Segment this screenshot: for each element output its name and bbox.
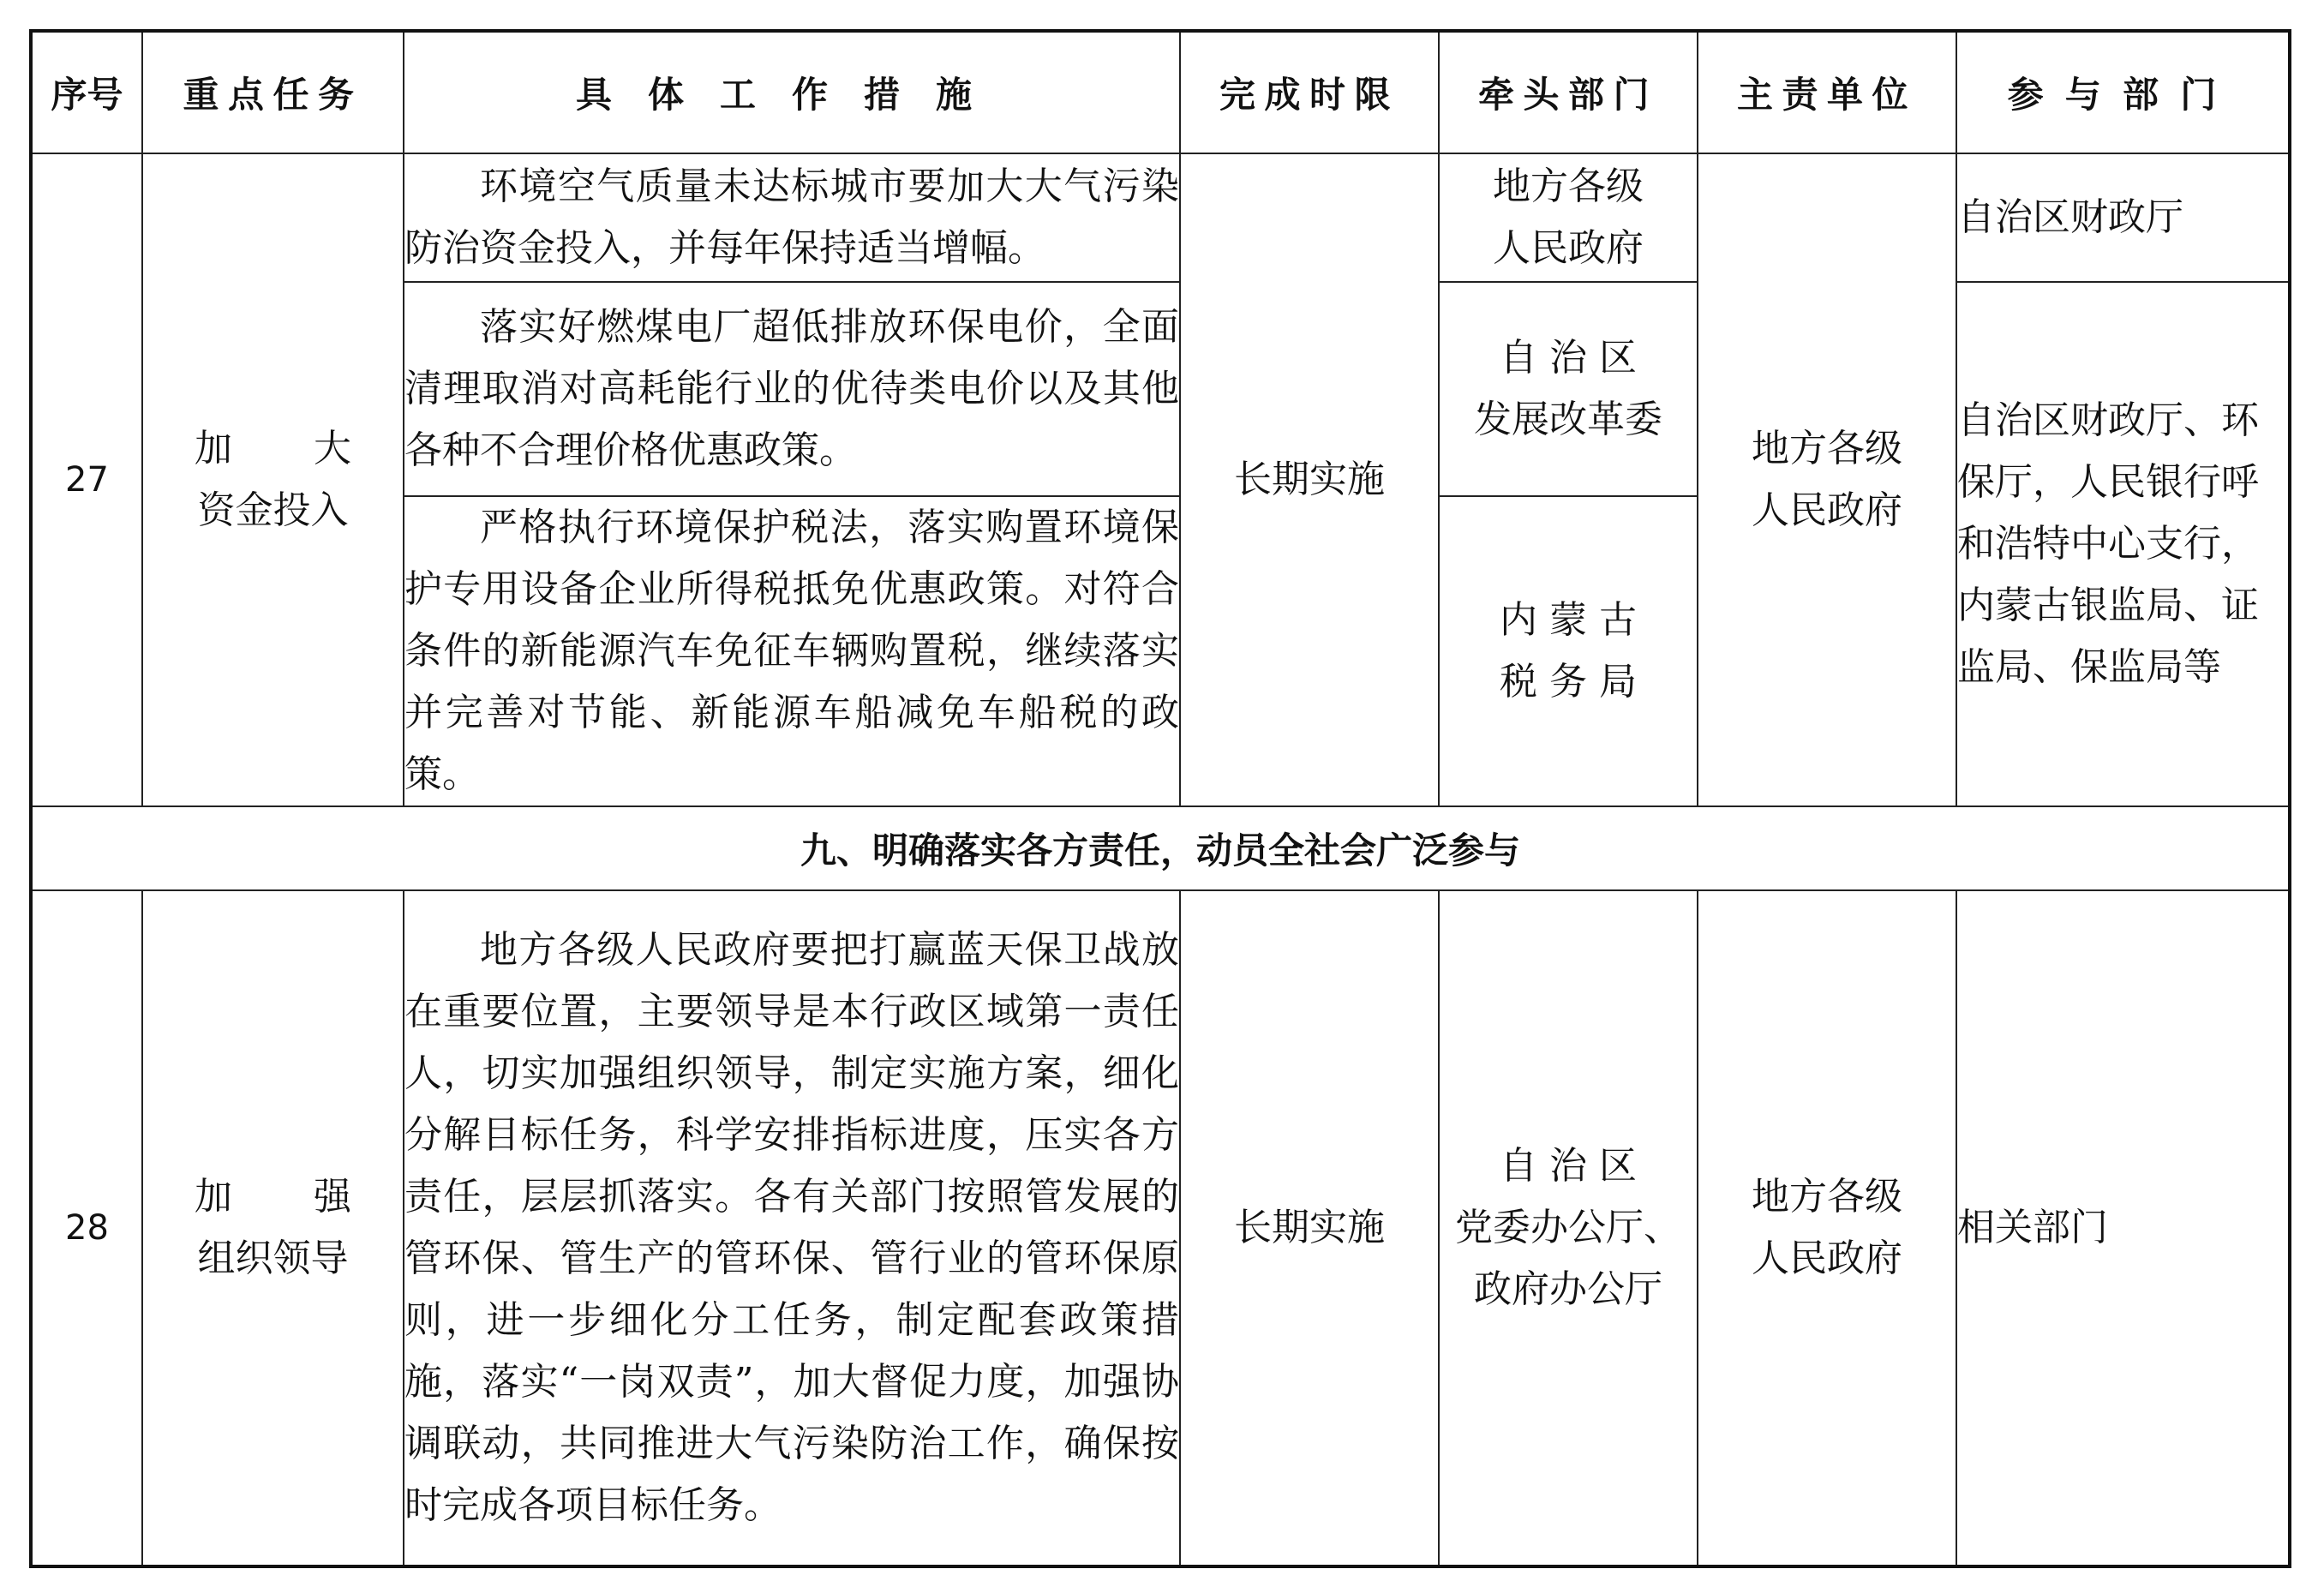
row-28-lead-line2: 党委办公厅、: [1455, 1206, 1681, 1249]
row-27-task: [142, 153, 404, 806]
row-28-lead: [1439, 890, 1698, 1566]
row-28-deadline: 长期实施: [1180, 890, 1439, 1566]
row-28-seq: 28: [31, 890, 142, 1566]
row-27-participants-1: 自治区财政厅: [1956, 153, 2290, 282]
header-row: [31, 31, 2290, 153]
row-27-task-char1: 加: [195, 427, 232, 470]
row-28-participants: 相关部门: [1956, 890, 2290, 1566]
header-deadline: 完成时限: [1180, 31, 1439, 153]
row-27-measure-2: 落实好燃煤电厂超低排放环保电价，全面清理取消对高耗能行业的优待类电价以及其他各种不合理价格优惠政策。: [404, 282, 1180, 496]
row-28-lead-line3: 政府办公厅: [1474, 1267, 1662, 1311]
row-27-lead-3-line1: 内 蒙 古: [1500, 598, 1637, 642]
row-27-lead-1-line1: 地方各级: [1493, 165, 1644, 208]
header-seq: 序号: [31, 31, 142, 153]
row-27-deadline: 长期实施: [1180, 153, 1439, 806]
section-heading: 九、明确落实各方责任，动员全社会广泛参与: [31, 806, 2290, 890]
row-27-a: [31, 153, 2290, 282]
row-27-measure-3: 严格执行环境保护税法，落实购置环境保护专用设备企业所得税抵免优惠政策。对符合条件的新能源汽车免征车辆购置税，继续落实并完善对节能、新能源车船减免车船税的政策。: [404, 496, 1180, 806]
row-27-lead-3: [1439, 496, 1698, 806]
row-28-task: [142, 890, 404, 1566]
row-28-task-line2: 组织领导: [197, 1237, 349, 1280]
header-task: 重点任务: [142, 31, 404, 153]
row-28-lead-line1: 自 治 区: [1500, 1144, 1637, 1188]
row-27-responsible-line2: 人民政府: [1752, 488, 1902, 532]
row-27-participants-2: 自治区财政厅、环保厅，人民银行呼和浩特中心支行，内蒙古银监局、证监局、保监局等: [1956, 282, 2290, 806]
row-27-task-char2: 大: [314, 427, 351, 470]
row-27-lead-2-line1: 自 治 区: [1500, 336, 1637, 380]
row-28-measure: 地方各级人民政府要把打赢蓝天保卫战放在重要位置，主要领导是本行政区域第一责任人，切实加强组织领导，制定实施方案，细化分解目标任务，科学安排指标进度，压实各方责任，层层抓落实。各有关部门按照管发展的管环保、管生产的管环保、管行业的管环保原则，进一步细化分工任务，制定配套政策措施，落实“一岗双责”，加大督促力度，加强协调联动，共同推进大气污染防治工作，确保按时完成各项目标任务。: [404, 890, 1180, 1566]
header-responsible: 主责单位: [1698, 31, 1956, 153]
row-27-lead-2-line2: 发展改革委: [1474, 398, 1662, 441]
row-28-responsible-line2: 人民政府: [1752, 1237, 1902, 1280]
row-27-lead-1-line2: 人民政府: [1493, 226, 1644, 270]
row-28-responsible-line1: 地方各级: [1752, 1175, 1902, 1219]
row-27-responsible-line1: 地方各级: [1752, 427, 1902, 470]
row-28-responsible: [1698, 890, 1956, 1566]
row-27-seq: 27: [31, 153, 142, 806]
row-28: [31, 890, 2290, 1566]
row-27-lead-3-line2: 税 务 局: [1500, 660, 1637, 704]
row-27-lead-1: [1439, 153, 1698, 282]
policy-table: [29, 29, 2291, 1568]
header-participants: 参与部门: [1956, 31, 2290, 153]
row-28-task-char1: 加: [195, 1175, 232, 1219]
row-27-measure-1: 环境空气质量未达标城市要加大大气污染防治资金投入，并每年保持适当增幅。: [404, 153, 1180, 282]
row-27-task-line2: 资金投入: [197, 488, 349, 532]
row-27-lead-2: [1439, 282, 1698, 496]
row-27-responsible: [1698, 153, 1956, 806]
section-row: [31, 806, 2290, 890]
row-28-task-char2: 强: [314, 1175, 351, 1219]
header-measures: 具体工作措施: [404, 31, 1180, 153]
header-lead: 牵头部门: [1439, 31, 1698, 153]
